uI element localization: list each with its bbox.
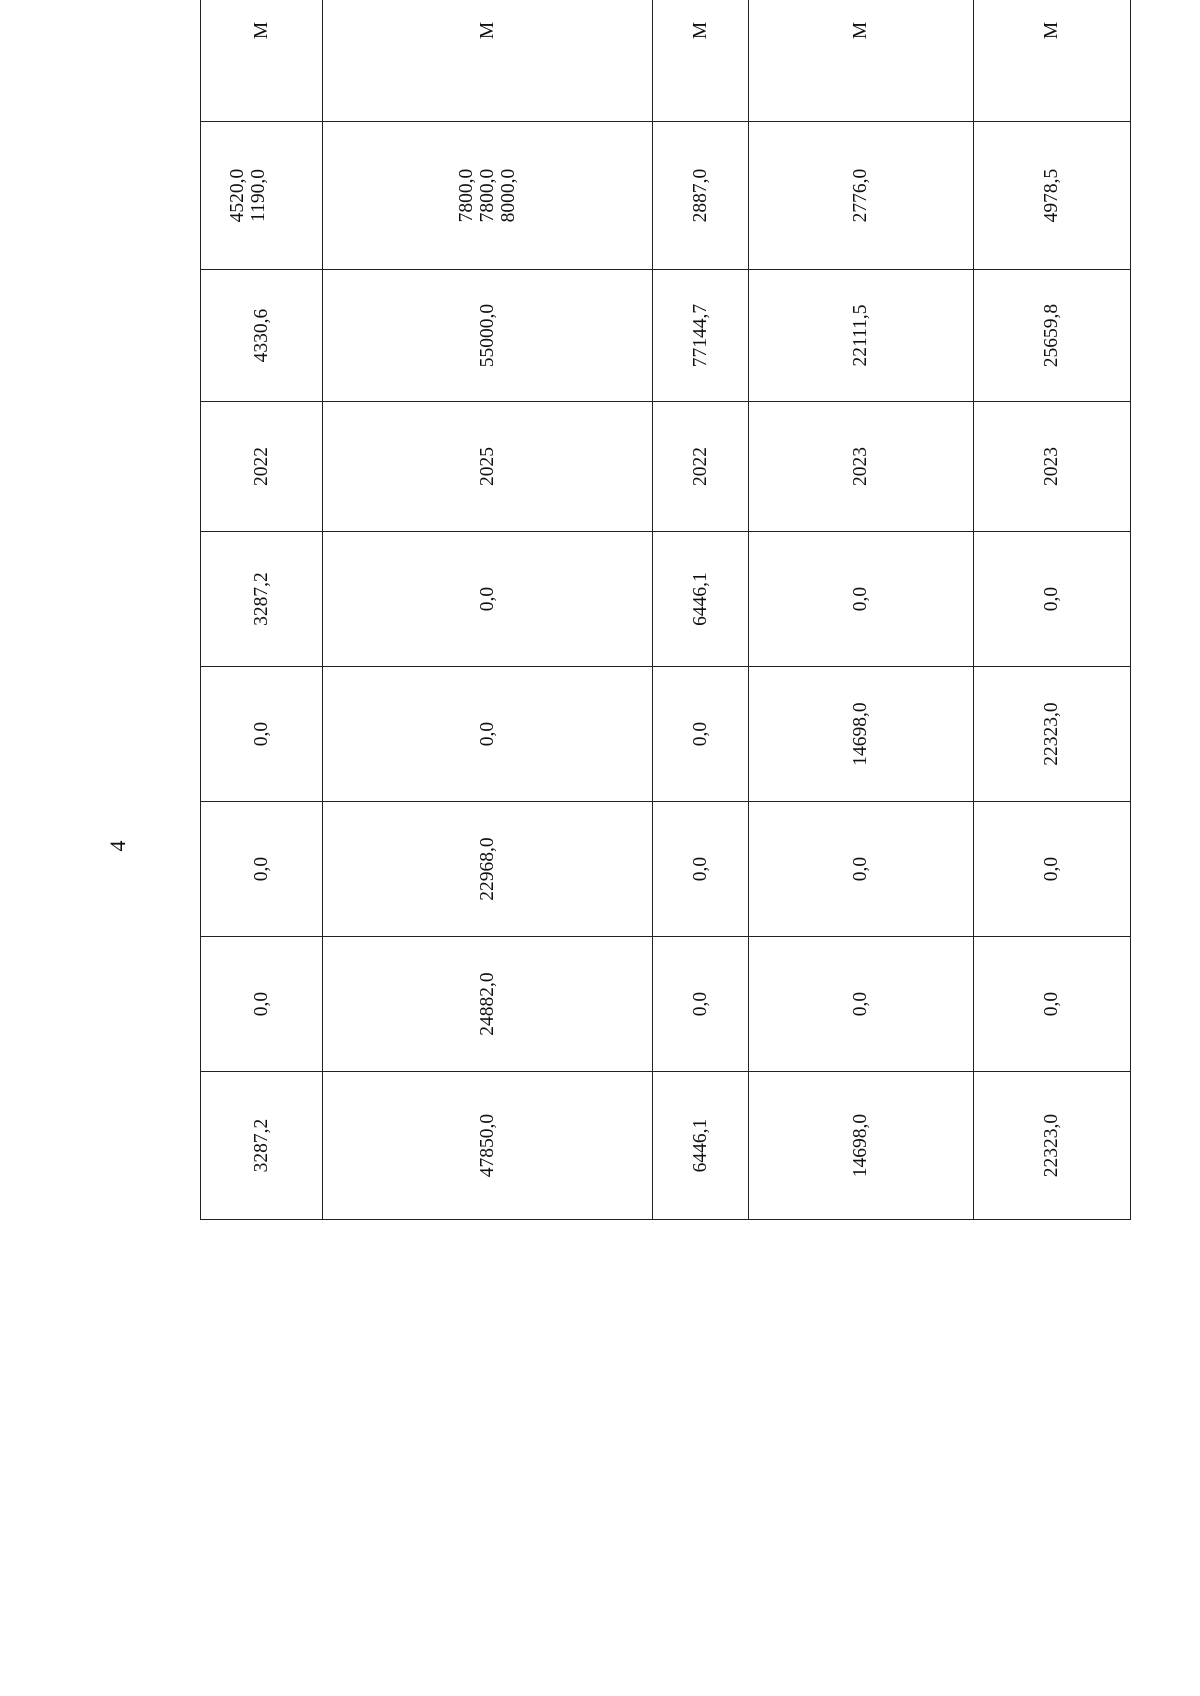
year-cell: 2022 [201, 402, 323, 532]
capacity-cell [323, 122, 653, 270]
amount-cell: 24882,0 [323, 937, 653, 1072]
total-cell: 6446,1 [653, 1072, 749, 1220]
amount-cell: 0,0 [201, 802, 323, 937]
rotated-table-wrapper [200, 21, 1130, 1220]
total-cell: 47850,0 [323, 1072, 653, 1220]
cost-cell: 22111,5 [749, 270, 974, 402]
cost-cell: 55000,0 [323, 270, 653, 402]
amount-cell: 6446,1 [653, 532, 749, 667]
amount-cell: 0,0 [323, 667, 653, 802]
capacity-value: 1190,0 [248, 169, 269, 222]
amount-cell: 0,0 [749, 802, 974, 937]
capacity-cell [201, 122, 323, 270]
capacity-value: 4520,0 [227, 168, 248, 223]
total-cell: 14698,0 [749, 1072, 974, 1220]
type-cell: М [749, 0, 974, 122]
amount-cell: 0,0 [653, 667, 749, 802]
amount-cell: 0,0 [201, 667, 323, 802]
amount-cell: 22968,0 [323, 802, 653, 937]
cost-cell: 4330,6 [201, 270, 323, 402]
amount-cell: 22323,0 [974, 667, 1131, 802]
objects-table [200, 0, 1131, 1220]
amount-cell: 0,0 [749, 937, 974, 1072]
total-cell: 3287,2 [201, 1072, 323, 1220]
amount-cell: 14698,0 [749, 667, 974, 802]
table-row [974, 0, 1131, 1220]
cost-cell: 25659,8 [974, 270, 1131, 402]
capacity-cell: 2776,0 [749, 122, 974, 270]
table-row [749, 0, 974, 1220]
type-cell: М [323, 0, 653, 122]
amount-cell: 0,0 [653, 802, 749, 937]
amount-cell: 0,0 [974, 532, 1131, 667]
type-cell: М [974, 0, 1131, 122]
amount-cell: 0,0 [201, 937, 323, 1072]
capacity-value: 7800,0 [477, 168, 498, 223]
table-row [201, 0, 323, 1220]
year-cell: 2023 [974, 402, 1131, 532]
capacity-cell: 4978,5 [974, 122, 1131, 270]
amount-cell: 0,0 [653, 937, 749, 1072]
cost-cell: 77144,7 [653, 270, 749, 402]
type-cell: М [201, 0, 323, 122]
amount-cell: 0,0 [974, 802, 1131, 937]
year-cell: 2025 [323, 402, 653, 532]
amount-cell: 0,0 [974, 937, 1131, 1072]
capacity-value: 8000,0 [498, 168, 519, 223]
total-cell: 22323,0 [974, 1072, 1131, 1220]
page-number: 4 [105, 840, 130, 852]
capacity-cell: 2887,0 [653, 122, 749, 270]
year-cell: 2022 [653, 402, 749, 532]
table-row [653, 0, 749, 1220]
amount-cell: 0,0 [323, 532, 653, 667]
amount-cell: 3287,2 [201, 532, 323, 667]
year-cell: 2023 [749, 402, 974, 532]
table-row [323, 0, 653, 1220]
type-cell: М [653, 0, 749, 122]
capacity-value: 7800,0 [456, 168, 477, 223]
amount-cell: 0,0 [749, 532, 974, 667]
